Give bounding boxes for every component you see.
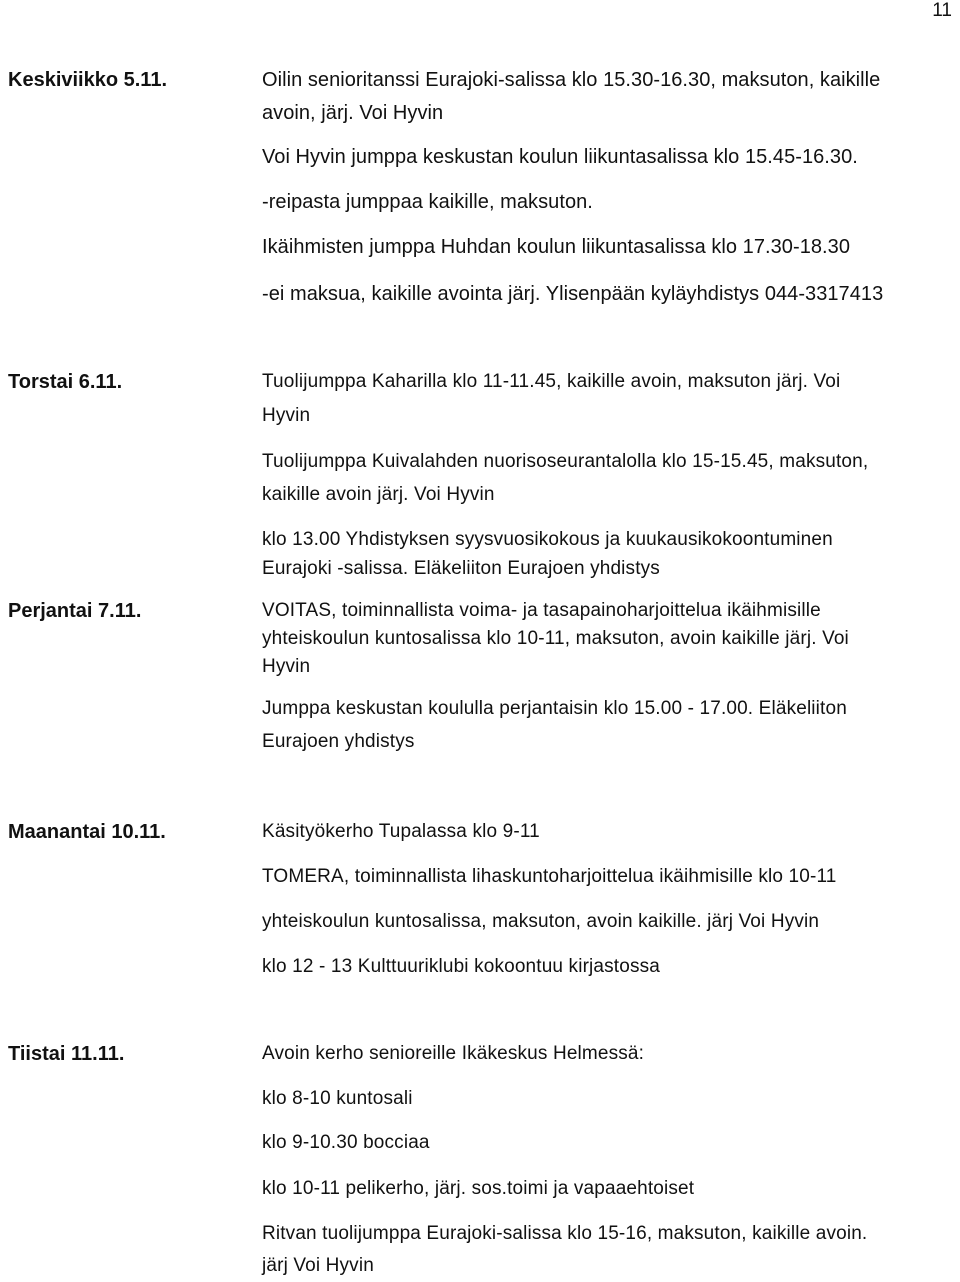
event-line: Tuolijumppa Kaharilla klo 11-11.45, kaikille avoin, maksuton järj. Voi xyxy=(262,371,841,392)
event-line: klo 10-11 pelikerho, järj. sos.toimi ja vapaaehtoiset xyxy=(262,1178,695,1199)
event-line: -ei maksua, kaikille avointa järj. Ylisenpään kyläyhdistys 044-3317413 xyxy=(262,283,884,305)
event-line: Jumppa keskustan koululla perjantaisin klo 15.00 - 17.00. Eläkeliiton xyxy=(262,698,847,719)
event-line: järj Voi Hyvin xyxy=(262,1255,374,1276)
event-line: klo 9-10.30 bocciaa xyxy=(262,1132,430,1153)
event-line: kaikille avoin järj. Voi Hyvin xyxy=(262,484,495,505)
event-line: Tuolijumppa Kuivalahden nuorisoseurantalolla klo 15-15.45, maksuton, xyxy=(262,451,869,472)
day-label-monday: Maanantai 10.11. xyxy=(8,821,166,843)
event-line: VOITAS, toiminnallista voima- ja tasapainoharjoittelua ikäihmisille xyxy=(262,600,821,621)
event-line: -reipasta jumppaa kaikille, maksuton. xyxy=(262,191,593,213)
event-line: Eurajoki -salissa. Eläkeliiton Eurajoen yhdistys xyxy=(262,558,660,579)
event-line: Ritvan tuolijumppa Eurajoki-salissa klo 15-16, maksuton, kaikille avoin. xyxy=(262,1223,868,1244)
event-line: Hyvin xyxy=(262,656,311,677)
event-line: klo 12 - 13 Kulttuuriklubi kokoontuu kirjastossa xyxy=(262,956,660,977)
event-line: klo 13.00 Yhdistyksen syysvuosikokous ja kuukausikokoontuminen xyxy=(262,529,833,550)
event-line: klo 8-10 kuntosali xyxy=(262,1088,413,1109)
day-label-tuesday: Tiistai 11.11. xyxy=(8,1043,125,1065)
event-line: Eurajoen yhdistys xyxy=(262,731,415,752)
event-line: avoin, järj. Voi Hyvin xyxy=(262,102,444,124)
event-line: Hyvin xyxy=(262,405,311,426)
event-line: Oilin senioritanssi Eurajoki-salissa klo 15.30-16.30, maksuton, kaikille xyxy=(262,69,881,91)
event-line: TOMERA, toiminnallista lihaskuntoharjoittelua ikäihmisille klo 10-11 xyxy=(262,866,837,887)
event-line: yhteiskoulun kuntosalissa, maksuton, avoin kaikille. järj Voi Hyvin xyxy=(262,911,820,932)
event-line: Avoin kerho senioreille Ikäkeskus Helmessä: xyxy=(262,1043,645,1064)
day-label-wednesday: Keskiviikko 5.11. xyxy=(8,69,168,91)
day-label-thursday: Torstai 6.11. xyxy=(8,371,123,393)
day-label-friday: Perjantai 7.11. xyxy=(8,600,142,622)
page-number: 11 xyxy=(932,0,952,21)
event-line: yhteiskoulun kuntosalissa klo 10-11, maksuton, avoin kaikille järj. Voi xyxy=(262,628,849,649)
event-line: Ikäihmisten jumppa Huhdan koulun liikuntasalissa klo 17.30-18.30 xyxy=(262,236,850,258)
event-line: Käsityökerho Tupalassa klo 9-11 xyxy=(262,821,540,842)
event-line: Voi Hyvin jumppa keskustan koulun liikuntasalissa klo 15.45-16.30. xyxy=(262,146,858,168)
